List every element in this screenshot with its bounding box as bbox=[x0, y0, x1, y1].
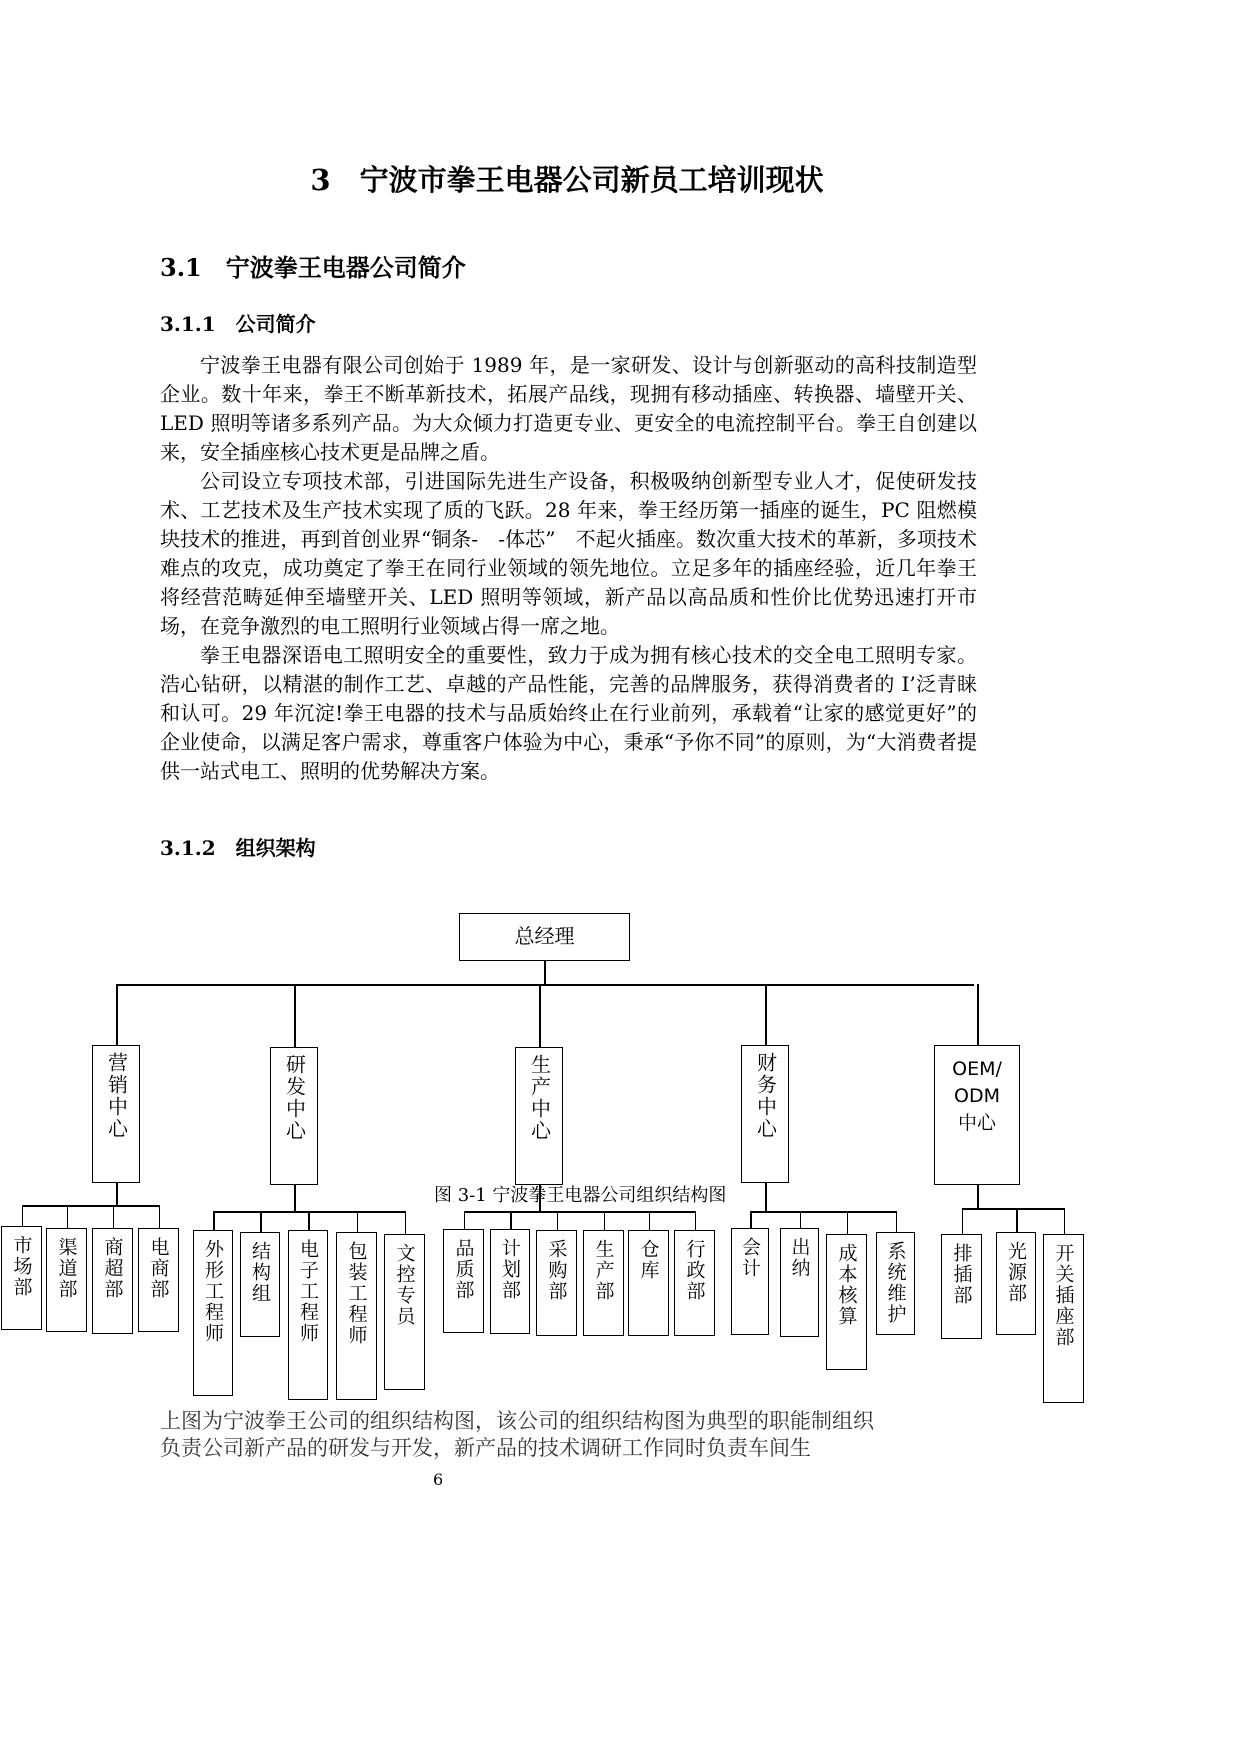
org-node-department bbox=[628, 1230, 669, 1336]
connector-line bbox=[539, 984, 541, 1047]
org-node-department bbox=[876, 1232, 915, 1335]
section-heading-3-1-2: 3.1.2 组织架构 bbox=[160, 836, 316, 860]
org-node-label: OEM/ ODM 中心 bbox=[952, 1058, 1002, 1134]
connector-line bbox=[22, 1205, 159, 1207]
org-node-department bbox=[490, 1229, 530, 1334]
connector-line bbox=[1064, 1208, 1066, 1234]
org-node-department bbox=[92, 1228, 133, 1334]
org-node-department bbox=[46, 1228, 87, 1332]
org-node-department bbox=[996, 1232, 1036, 1335]
connector-line bbox=[896, 1211, 898, 1232]
org-node-center bbox=[515, 1047, 563, 1185]
section-heading-3-1: 3.1 宁波拳王电器公司简介 bbox=[160, 253, 466, 282]
connector-line bbox=[800, 1211, 802, 1228]
paragraph: 宁波拳王电器有限公司创始于 1989 年，是一家研发、设计与创新驱动的高科技制造型企业。数十年来，拳王不断革新技术，拓展产品线，现拥有移动插座、转换器、墙壁开关、LED 照明等诸多系列产品。为大众倾力打造更专业、更安全的电流控制平台。拳王自创建以来，安全插座核心技术更是品牌之盾。 bbox=[160, 353, 977, 464]
org-node-department bbox=[240, 1232, 280, 1337]
org-node-label: 出纳 bbox=[788, 1237, 811, 1279]
org-node-label: 财务中心 bbox=[753, 1052, 778, 1140]
org-node-label: 仓库 bbox=[637, 1239, 660, 1281]
body-text bbox=[160, 351, 977, 786]
connector-line bbox=[464, 1211, 466, 1229]
org-node-department bbox=[941, 1234, 982, 1339]
page-number: 6 bbox=[433, 1470, 444, 1489]
connector-line bbox=[977, 1185, 979, 1208]
connector-line bbox=[765, 1183, 767, 1211]
org-node-department bbox=[384, 1234, 425, 1390]
org-node-department bbox=[193, 1230, 233, 1396]
org-node-label: 电商部 bbox=[147, 1237, 170, 1300]
org-node-center bbox=[934, 1045, 1020, 1185]
org-node-label: 系统维护 bbox=[884, 1241, 907, 1325]
org-node-department bbox=[1, 1226, 42, 1330]
org-node-label: 商超部 bbox=[101, 1237, 124, 1300]
org-node-department bbox=[288, 1230, 328, 1400]
connector-line bbox=[116, 1183, 118, 1205]
org-node-department bbox=[536, 1230, 577, 1336]
org-node-label: 市场部 bbox=[10, 1235, 33, 1298]
connector-line bbox=[159, 1205, 161, 1228]
connector-line bbox=[260, 1211, 262, 1232]
org-node-department bbox=[336, 1232, 377, 1400]
org-node-label: 外形工程师 bbox=[202, 1239, 224, 1344]
connector-line bbox=[962, 1208, 1064, 1210]
org-node-label: 总经理 bbox=[514, 924, 575, 948]
org-node-label: 电子工程师 bbox=[297, 1239, 319, 1344]
org-node-label: 研发中心 bbox=[282, 1054, 307, 1142]
connector-line bbox=[765, 984, 767, 1045]
connector-line bbox=[847, 1211, 849, 1234]
connector-line bbox=[695, 1211, 697, 1230]
connector-line bbox=[649, 1211, 651, 1230]
connector-line bbox=[405, 1211, 407, 1234]
org-node-center bbox=[741, 1045, 789, 1183]
connector-line bbox=[67, 1205, 69, 1228]
connector-line bbox=[464, 1211, 695, 1213]
connector-line bbox=[22, 1205, 24, 1226]
connector-line bbox=[557, 1211, 559, 1230]
connector-line bbox=[962, 1208, 964, 1234]
connector-line bbox=[294, 984, 296, 1047]
paragraph: 公司设立专项技术部，引进国际先进生产设备，积极吸纳创新型专业人才，促使研发技术、工艺技术及生产技术实现了质的飞跃。28 年来，拳王经历第一插座的诞生，PC 阻燃模块技术的推进，再到首创业界“铜条- -体芯” 不起火插座。数次重大技术的革新，多项技术难点的攻克，成功奠定了拳王在同行业领域的领先地位。立足多年的插座经验，近几年拳王将经营范畴延伸至墙壁开关、LED 照明等领域，新产品以高品质和性价比优势迅速打开市场，在竞争激烈的电工照明行业领域占得一席之地。 bbox=[160, 469, 977, 638]
org-node-label: 渠道部 bbox=[55, 1237, 78, 1300]
connector-line bbox=[308, 1211, 310, 1230]
org-node-label: 文控专员 bbox=[393, 1243, 416, 1327]
org-node-label: 采购部 bbox=[545, 1239, 568, 1302]
connector-line bbox=[510, 1211, 512, 1229]
connector-line bbox=[544, 960, 546, 984]
org-node-department bbox=[826, 1234, 867, 1370]
obscured-paragraph-line: 上图为宁波拳王公司的组织结构图，该公司的组织结构图为典型的职能制组织 bbox=[160, 1409, 874, 1433]
org-node-label: 营销中心 bbox=[104, 1052, 129, 1140]
connector-line bbox=[294, 1185, 296, 1211]
figure-caption: 图 3-1 宁波拳王电器公司组织结构图 bbox=[434, 1185, 727, 1206]
org-node-department bbox=[138, 1228, 179, 1332]
org-node-department bbox=[731, 1228, 769, 1335]
org-node-label: 包装工程师 bbox=[345, 1241, 368, 1346]
connector-line bbox=[213, 1211, 215, 1230]
org-node-label: 计划部 bbox=[499, 1238, 521, 1301]
obscured-paragraph-line: 负责公司新产品的研发与开发，新产品的技术调研工作同时负责车间生 bbox=[160, 1436, 811, 1460]
paragraph: 拳王电器深语电工照明安全的重要性，致力于成为拥有核心技术的交全电工照明专家。浩心钻研，以精湛的制作工艺、卓越的产品性能，完善的品牌服务，获得消费者的 I’泛青睐和认可。29 年沉淀!拳王电器的技术与品质始终止在行业前列，承载着“让家的感觉更好”的企业使命，以满足客户需求，尊重客户体验为中心，秉承“予你不同”的原则，为“大消费者提供一站式电工、照明的优势解决方案。 bbox=[160, 643, 977, 783]
org-node-label: 会计 bbox=[739, 1237, 761, 1279]
org-node-label: 生产中心 bbox=[527, 1054, 552, 1142]
org-node-label: 开关插座部 bbox=[1052, 1243, 1075, 1348]
org-node-label: 结构组 bbox=[249, 1241, 271, 1304]
org-node-department bbox=[1043, 1234, 1084, 1403]
org-node-label: 品质部 bbox=[452, 1238, 475, 1301]
chapter-title: 3 宁波市拳王电器公司新员工培训现状 bbox=[310, 163, 824, 197]
connector-line bbox=[750, 1211, 752, 1228]
org-node-department bbox=[780, 1228, 819, 1337]
connector-line bbox=[1016, 1208, 1018, 1232]
org-node-department bbox=[443, 1229, 484, 1333]
org-node-root bbox=[459, 913, 630, 961]
org-node-department bbox=[583, 1230, 624, 1336]
connector-line bbox=[117, 984, 974, 986]
org-node-label: 光源部 bbox=[1005, 1241, 1027, 1304]
connector-line bbox=[750, 1211, 896, 1213]
org-node-label: 行政部 bbox=[683, 1239, 706, 1302]
connector-line bbox=[113, 1205, 115, 1228]
connector-line bbox=[604, 1211, 606, 1230]
org-node-label: 排插部 bbox=[950, 1243, 973, 1306]
connector-line bbox=[116, 984, 118, 1045]
org-node-center bbox=[92, 1045, 140, 1183]
org-node-department bbox=[674, 1230, 715, 1336]
section-heading-3-1-1: 3.1.1 公司简介 bbox=[160, 312, 316, 336]
org-node-center bbox=[270, 1047, 318, 1185]
connector-line bbox=[357, 1211, 359, 1232]
org-node-label: 成本核算 bbox=[835, 1243, 858, 1327]
connector-line bbox=[977, 984, 979, 1045]
org-node-label: 生产部 bbox=[592, 1239, 615, 1302]
